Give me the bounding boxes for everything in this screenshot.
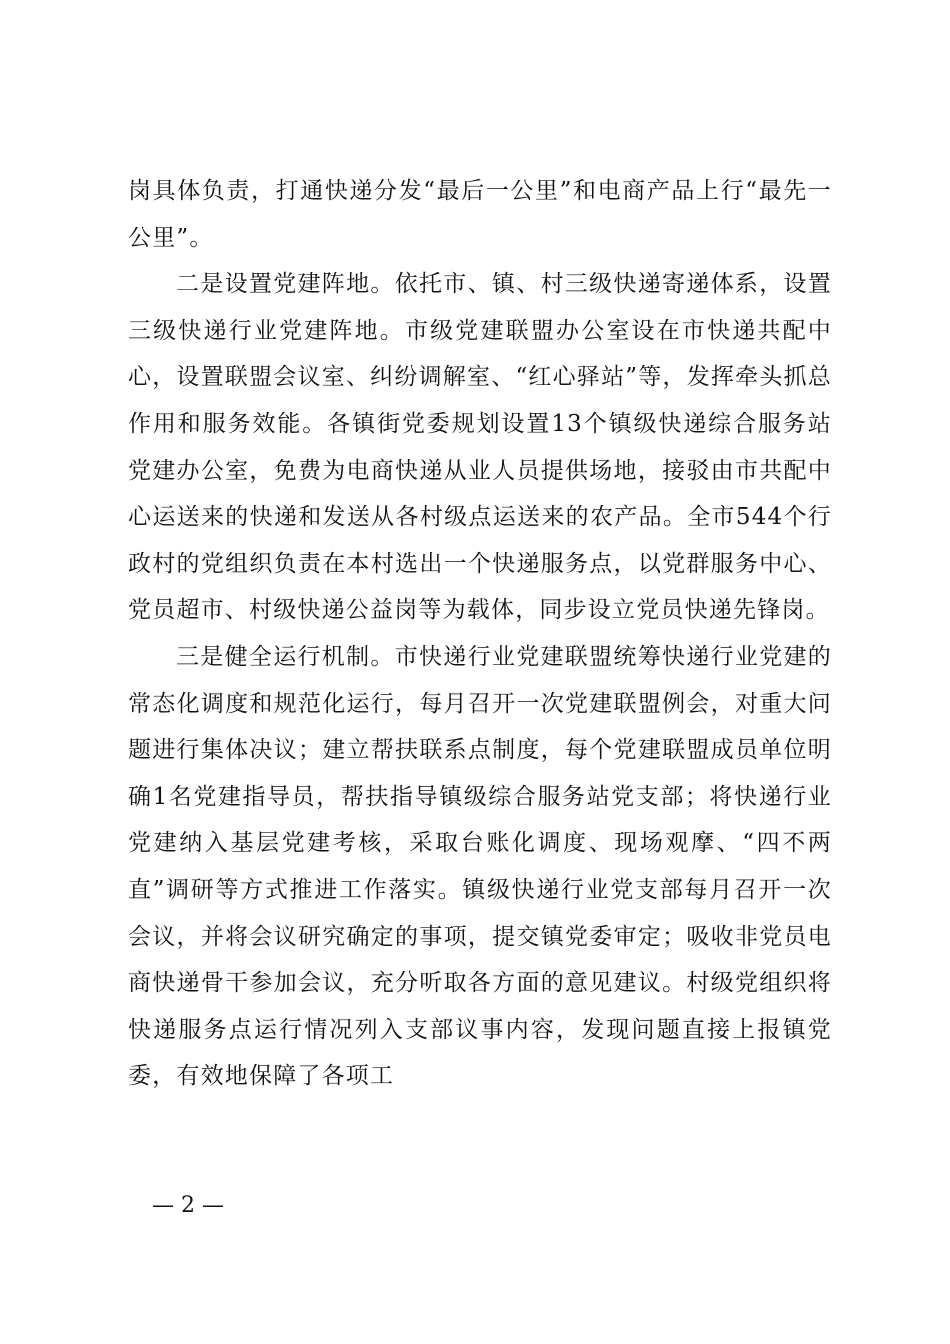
page-number: — 2 — xyxy=(152,1193,224,1218)
paragraph-continuation: 岗具体负责，打通快递分发“最后一公里”和电商产品上行“最先一公里”。 xyxy=(128,178,832,251)
document-body xyxy=(128,168,832,1100)
paragraph-operating-mechanism: 三是健全运行机制。市快递行业党建联盟统筹快递行业党建的常态化调度和规范化运行，每月召开一次党建联盟例会，对重大问题进行集体决议；建立帮扶联系点制度，每个党建联盟成员单位明确1名党建指导员，帮扶指导镇级综合服务站党支部；将快递行业党建纳入基层党建考核，采取台账化调度、现场观摩、“四不两直”调研等方式推进工作落实。镇级快递行业党支部每月召开一次会议，并将会议研究确定的事项，提交镇党委审定；吸收非党员电商快递骨干参加会议，充分听取各方面的意见建议。村级党组织将快递服务点运行情况列入支部议事内容，发现问题直接上报镇党委，有效地保障了各项工 xyxy=(128,643,832,1090)
paragraph-party-building-base: 二是设置党建阵地。依托市、镇、村三级快递寄递体系，设置三级快递行业党建阵地。市级党建联盟办公室设在市快递共配中心，设置联盟会议室、纠纷调解室、“红心驿站”等，发挥牵头抓总作用和服务效能。各镇街党委规划设置13个镇级快递综合服务站党建办公室，免费为电商快递从业人员提供场地，接驳由市共配中心运送来的快递和发送从各村级点运送来的农产品。全市544个行政村的党组织负责在本村选出一个快递服务点，以党群服务中心、党员超市、村级快递公益岗等为载体，同步设立党员快递先锋岗。 xyxy=(128,271,832,624)
